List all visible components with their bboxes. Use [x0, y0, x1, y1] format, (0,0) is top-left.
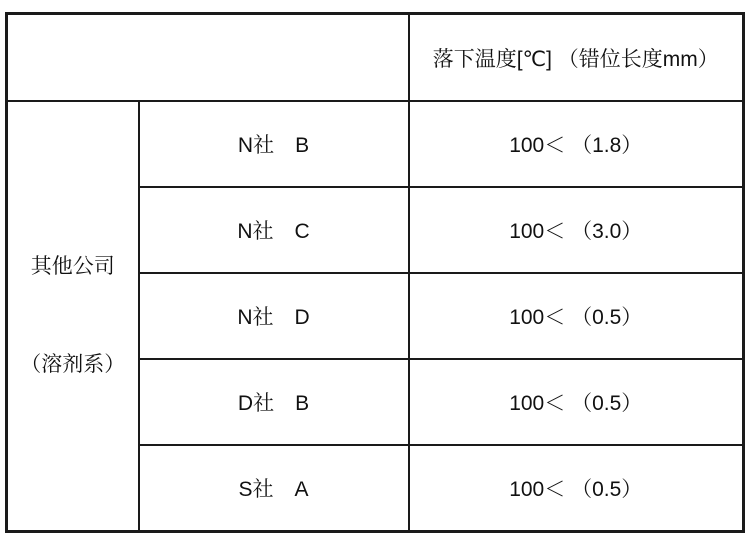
sample-name-cell: N社 C	[139, 187, 409, 273]
drop-temperature-value-cell: 100＜ （0.5）	[409, 445, 744, 532]
header-value-cell: 落下温度[℃] （错位长度mm）	[409, 14, 744, 102]
drop-temperature-value-cell: 100＜ （0.5）	[409, 359, 744, 445]
sample-name-cell: S社 A	[139, 445, 409, 532]
header-corner-cell	[7, 14, 409, 102]
drop-temperature-value-cell: 100＜ （3.0）	[409, 187, 744, 273]
group-label-cell	[7, 101, 139, 532]
sample-name-cell: N社 B	[139, 101, 409, 187]
sample-name-cell: N社 D	[139, 273, 409, 359]
sample-name-cell: D社 B	[139, 359, 409, 445]
table-row-1	[7, 101, 744, 187]
drop-temperature-value-cell: 100＜ （0.5）	[409, 273, 744, 359]
group-label-line2: （溶剂系）	[20, 352, 126, 376]
group-label-line1: 其他公司	[30, 254, 115, 278]
table-header-row	[7, 14, 744, 102]
drop-temperature-value-cell: 100＜ （1.8）	[409, 101, 744, 187]
drop-temperature-table	[5, 12, 745, 533]
